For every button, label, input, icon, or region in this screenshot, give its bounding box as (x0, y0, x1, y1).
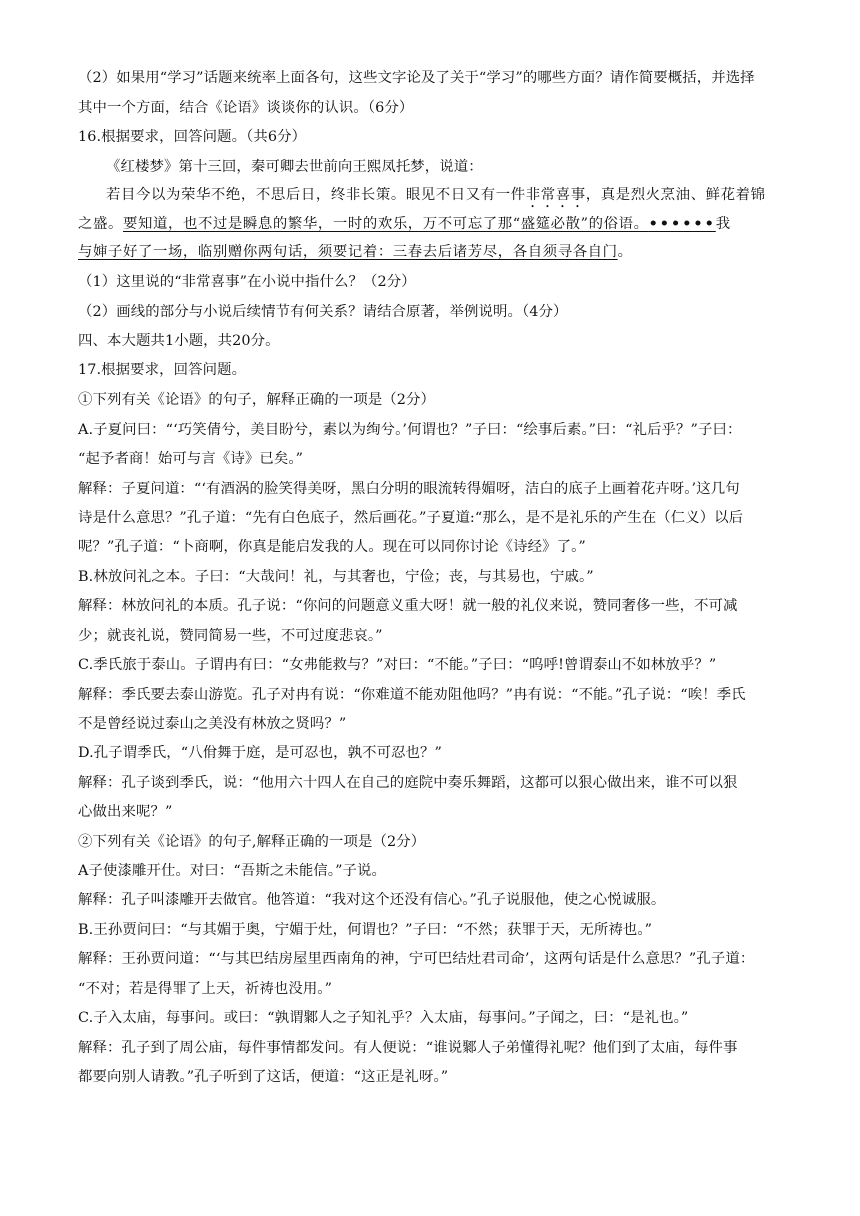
quote-text: 若目今以为荣华不绝，不思后日，终非长策。眼见不日又有一件 (106, 187, 526, 203)
quote-text: 之盛。 (78, 216, 123, 232)
question-16-2: （2）画线的部分与小说后续情节有何关系？请结合原著，举例说明。（4分） (78, 304, 568, 320)
quote-line-3 (78, 242, 784, 262)
quote-text: 。 (617, 244, 633, 260)
option-a: A子使漆雕开仕。对曰：“吾斯之未能信。”子说。 (78, 863, 387, 879)
option-b-explanation-cont: 少；就丧礼说，赞同简易一些，不可过度悲哀。” (78, 628, 383, 644)
option-c-explanation: 解释：季氏要去泰山游览。孔子对冉有说：“你难道不能劝阻他吗？”冉有说：“不能。”孔子说：“唉！季氏 (78, 687, 746, 703)
question-16-1: （1）这里说的“非常喜事”在小说中指什么？（2分） (78, 274, 416, 290)
option-c-explanation-cont: 都要向别人请教。”孔子听到了这话，便道：“这正是礼呀。” (78, 1069, 449, 1085)
option-b-explanation: 解释：林放问礼的本质。孔子说：“你问的问题意义重大呀！就一般的礼仪来说，赞同奢侈一些，不可减 (78, 598, 738, 614)
quote-text: ，真是烈火烹油、鲜花着锦 (585, 187, 766, 203)
option-c-explanation-cont: 不是曾经说过泰山之美没有林放之贤吗？” (78, 716, 347, 732)
quote-line-2 (78, 214, 784, 234)
option-a: A.子夏问曰：“‘巧笑倩兮，美目盼兮，素以为绚兮。’何谓也？”子曰：“绘事后素。”曰：“礼后乎？”子曰： (78, 422, 742, 438)
question-17-heading: 17.根据要求，回答问题。 (78, 362, 247, 378)
question-15-2-cont: 其中一个方面，结合《论语》谈谈你的认识。（6分） (78, 100, 414, 116)
question-15-2: （2）如果用“学习”话题来统率上面各句，这些文字论及了关于“学习”的哪些方面？请作简要概括，并选择 (78, 70, 755, 86)
underlined-passage: 要知道，也不过是瞬息的繁华，一时的欢乐，万不可忘了那“盛筵必散”的俗语。 (122, 216, 649, 232)
quote-text: 我 (715, 216, 731, 232)
quote-line-1 (106, 185, 784, 211)
ellipsis-dots: •••••• (648, 215, 716, 232)
option-c: C.子入太庙，每事问。或曰：“孰谓鄹人之子知礼乎？入太庙，每事问。”子闻之，曰：“是礼也。” (78, 1010, 689, 1026)
option-a-explanation: 解释：孔子叫漆雕开去做官。他答道：“我对这个还没有信心。”孔子说服他，使之心悦诚服。 (78, 892, 666, 908)
subquestion-2: ②下列有关《论语》的句子,解释正确的一项是（2分） (78, 834, 426, 850)
emphasized-phrase: 非常喜事 (525, 187, 586, 203)
option-b-explanation: 解释：王孙贾问道：“‘与其巴结房屋里西南角的神，宁可巴结灶君司命’，这两句话是什么意思？”孔子道： (78, 951, 755, 967)
option-d: D.孔子谓季氏，“八佾舞于庭，是可忍也，孰不可忍也？” (78, 745, 442, 761)
option-a-explanation: 解释：子夏问道：“‘有酒涡的脸笑得美呀，黑白分明的眼流转得媚呀，洁白的底子上画着花卉呀。’这几句 (78, 481, 740, 497)
option-c: C.季氏旅于泰山。子谓冉有曰：“女弗能救与？”对曰：“不能。”子曰：“呜呼!曾谓泰山不如林放乎？” (78, 657, 717, 673)
section-four-heading: 四、本大题共1小题，共20分。 (78, 333, 280, 349)
subquestion-1: ①下列有关《论语》的句子，解释正确的一项是（2分） (78, 392, 436, 408)
option-b-explanation-cont: “不对；若是得罪了上天，祈祷也没用。” (78, 981, 333, 997)
underlined-passage: 与婶子好了一场，临别赠你两句话，须要记着：三春去后诸芳尽，各自须寻各自门 (78, 244, 618, 260)
option-c-explanation: 解释：孔子到了周公庙，每件事情都发问。有人便说：“谁说鄹人子弟懂得礼呢？他们到了太庙，每件事 (78, 1040, 738, 1056)
option-d-explanation-cont: 心做出来呢？” (78, 804, 173, 820)
option-b: B.林放问礼之本。子曰：“大哉问！礼，与其奢也，宁俭；丧，与其易也，宁戚。” (78, 569, 594, 585)
option-b: B.王孙贾问曰：“与其媚于奥，宁媚于灶，何谓也？”子曰：“不然；获罪于天，无所祷也。” (78, 922, 653, 938)
passage-intro: 《红楼梦》第十三回，秦可卿去世前向王熙凤托梦，说道： (106, 159, 483, 175)
option-a-explanation-cont: 诗是什么意思？”孔子道：“先有白色底子，然后画花。”子夏道:“那么，是不是礼乐的产生在（仁义）以后 (78, 510, 744, 526)
option-a-explanation-cont: 呢？”孔子道：“卜商啊，你真是能启发我的人。现在可以同你讨论《诗经》了。” (78, 539, 586, 555)
option-d-explanation: 解释：孔子谈到季氏，说：“他用六十四人在自己的庭院中奏乐舞蹈，这都可以狠心做出来，谁不可以狠 (78, 775, 738, 791)
question-16-heading: 16.根据要求，回答问题。（共6分） (78, 129, 307, 145)
option-a-cont: “起予者商！始可与言《诗》已矣。” (78, 451, 304, 467)
